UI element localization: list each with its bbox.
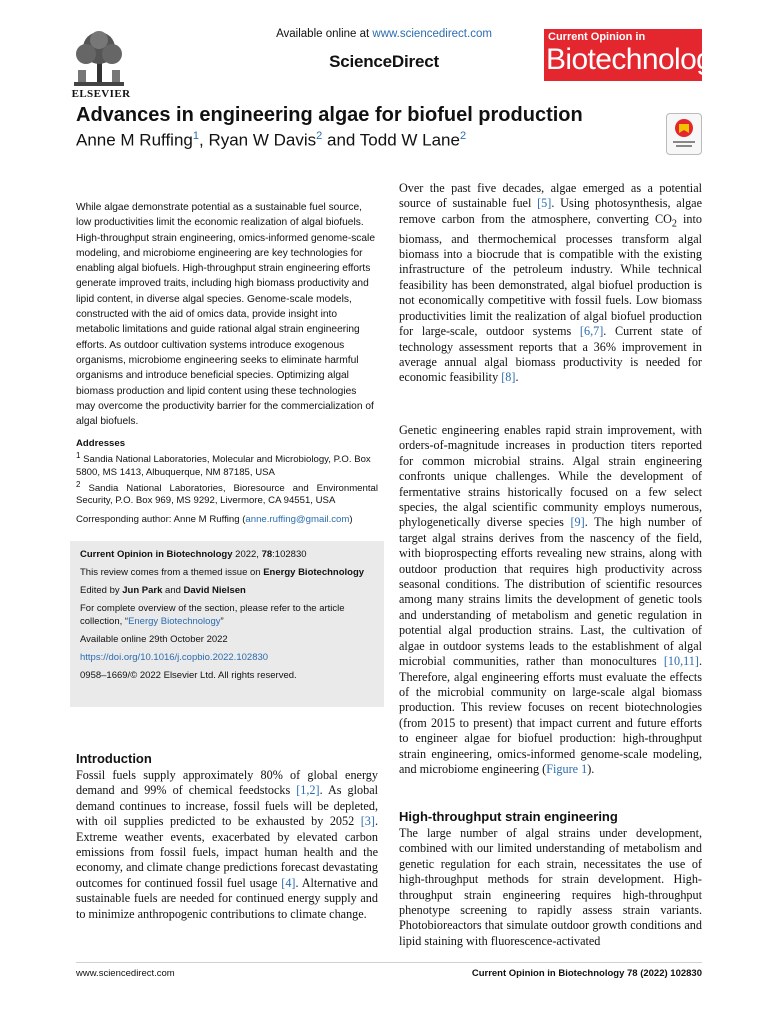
article-info-box [70, 541, 384, 707]
author-name: Ryan W Davis [208, 130, 317, 150]
abstract: While algae demonstrate potential as a sustainable fuel source, low productivities limit the economic realization of algal biofuels. High-throughput strain engineering, omics-informed genome-scale modeling, and microbiome engineering are key technologies for enabling algal biofuels. High-throughput strain engineering efforts generate improved traits, including high biomass productivity and lipid content, in diverse algal species. Genome-scale models, constructed with the aid of omics data, provide insight into metabolic limitations and guide rational algal strain engineering efforts. As outdoor cultivation systems introduce exogenous organisms, microbiome engineering seeks to eliminate harmful organisms and introduce beneficial species. Optimizing algal biomass production and lipid content using these technologies may overcome the productivity barrier for the commercialization of algal biofuels. [76, 202, 375, 428]
check-for-updates-icon [667, 114, 701, 154]
figure-link[interactable]: Figure 1 [546, 761, 588, 776]
themed-issue-line: This review comes from a themed issue on Energy Biotechnology [80, 567, 365, 578]
sciencedirect-link[interactable]: www.sciencedirect.com [372, 28, 492, 40]
body-paragraph: Genetic engineering enables rapid strain improvement, with orders-of-magnitude increases in production titers reported for common microbial strains. Algal strain engineering confronts unique challenges. While the development of fermentative strains historically focused on a few select species, the algal scientific community employs numerous, phylogenetically diverse species [9]. The high number of target algal strains derives from the nascency of the field, with bioprospecting efforts revealing new strains, along with outdoor production that requires high productivity across seasonal conditions. The distribution of scientific resources among many strains limits the development of genetic tools and understanding of metabolism and genetic regulation in potential algal production strains. Last, the cultivation of algae in outdoor systems leads to the establishment of algal microbial communities, rather than monocultures [10,11]. Therefore, algal engineering efforts must evaluate the effects of the microbial community on large-scale algal biomass production. This review focuses on recent biotechnologies (from 2015 to present) that impact current and future efforts to engineer algae for biofuel production: high-throughput strain engineering, omics-informed genome-scale modeling, and microbiome engineering (Figure 1). [399, 423, 702, 776]
doi-link[interactable]: https://doi.org/10.1016/j.copbio.2022.102830 [80, 652, 269, 663]
sciencedirect-brand: ScienceDirect [329, 52, 439, 71]
body-paragraph: Over the past five decades, algae emerged as a potential source of sustainable fuel [5]. Using photosynthesis, algae remove carbon from the atmosphere, converting $CO_2$ into biomass, and thermochemical processes transform algal biomass into a biocrude that is compatible with the existing infrastructure of the petroleum industry. While technical feasibility has been demonstrated, algal biofuel production is not economically competitive with fossil fuels. Low biomass productivities limit the realization of algal biofuel production for large-scale, outdoor systems [6,7]. Current state of technology assessment reports that a 36% improvement in average annual algal biomass productivity is needed for economic feasibility [8]. [399, 181, 703, 385]
citation-link[interactable]: [9] [570, 515, 585, 530]
introduction-paragraph: Fossil fuels supply approximately 80% of global energy demand and 99% of chemical feedstocks [1,2]. As global demand continues to increase, fossil fuels will be depleted, with oil supplies predicted to be exhausted by 2052 [3]. Extreme weather events, exacerbated by elevated carbon emissions from fossil fuels, impact human health and the economy, and climate change predictions forecast devastating outcomes for continued fossil fuel usage [4]. Alternative and sustainable fuels are needed for continued energy supply and to minimize anthropogenic contributions to climate change. [76, 768, 378, 921]
affiliation-mark[interactable]: 2 [316, 130, 323, 142]
available-online-line: Available online at www.sciencedirect.com [276, 28, 492, 40]
citation-line: Current Opinion in Biotechnology 2022, 78:102830 [80, 549, 307, 560]
citation-link[interactable]: [4] [281, 875, 296, 890]
journal-banner-top: Current Opinion in [548, 31, 646, 43]
footer-divider [76, 962, 702, 963]
author-name: Todd W Lane [359, 130, 460, 150]
author-list: Anne M Ruffing$^1$, Ryan W Davis$^2$ and Todd W Lane$^2$ [76, 130, 467, 150]
overview-line: For complete overview of the section, please refer to the article collection, “Energy Biotechnology” [80, 603, 345, 627]
author-name: Anne M Ruffing [76, 130, 193, 150]
citation-link[interactable]: [5] [537, 196, 552, 211]
check-for-updates-badge[interactable] [666, 113, 702, 155]
article-title: Advances in engineering algae for biofuel production [76, 104, 583, 126]
section-heading: High-throughput strain engineering [399, 809, 618, 824]
address-2: $^2$ Sandia National Laboratories, Bioresource and Environmental Security, P.O. Box 969, MS 9292, Livermore, CA 94551, USA [76, 479, 378, 507]
body-paragraph: The large number of algal strains under development, combined with our limited understanding of metabolism and genetic regulation for each strain, necessitates the use of high-throughput methods for strain development. High-throughput strain engineering requires high-throughput phenotype screening to rapidly assess strain variants. Photobioreactors that simulate outdoor growth conditions and lipid staining with fluorescence-activated [399, 826, 702, 948]
introduction-heading: Introduction [76, 751, 152, 766]
available-online-date: Available online 29th October 2022 [80, 634, 228, 645]
author-email-link[interactable]: anne.ruffing@gmail.com [245, 514, 350, 525]
editors-line: Edited by Jun Park and David Nielsen [80, 585, 246, 596]
publisher-name: ELSEVIER [71, 88, 131, 100]
collection-link[interactable]: Energy Biotechnology [128, 615, 221, 627]
journal-banner [544, 29, 727, 81]
citation-link[interactable]: [8] [501, 370, 516, 385]
citation-link[interactable]: [6,7] [579, 324, 604, 339]
journal-banner-title: Biotechnology [546, 43, 727, 76]
citation-link[interactable]: [3] [360, 814, 375, 829]
corresponding-author: Corresponding author: Anne M Ruffing (anne.ruffing@gmail.com) [76, 514, 353, 525]
footer-citation: Current Opinion in Biotechnology 78 (2022) 102830 [471, 968, 702, 979]
footer-website[interactable]: www.sciencedirect.com [76, 968, 175, 979]
addresses-heading: Addresses [76, 438, 126, 449]
affiliation-mark[interactable]: 2 [459, 130, 467, 142]
copyright-line: 0958–1669/© 2022 Elsevier Ltd. All rights reserved. [80, 670, 297, 681]
address-1: $^1$ Sandia National Laboratories, Molecular and Microbiology, P.O. Box 5800, MS 1413, Albuquerque, NM 87185, USA [76, 451, 371, 478]
affiliation-mark[interactable]: 1 [192, 130, 199, 142]
addresses [76, 438, 378, 507]
citation-link[interactable]: [10,11] [663, 654, 699, 669]
citation-link[interactable]: [1,2] [296, 783, 320, 798]
